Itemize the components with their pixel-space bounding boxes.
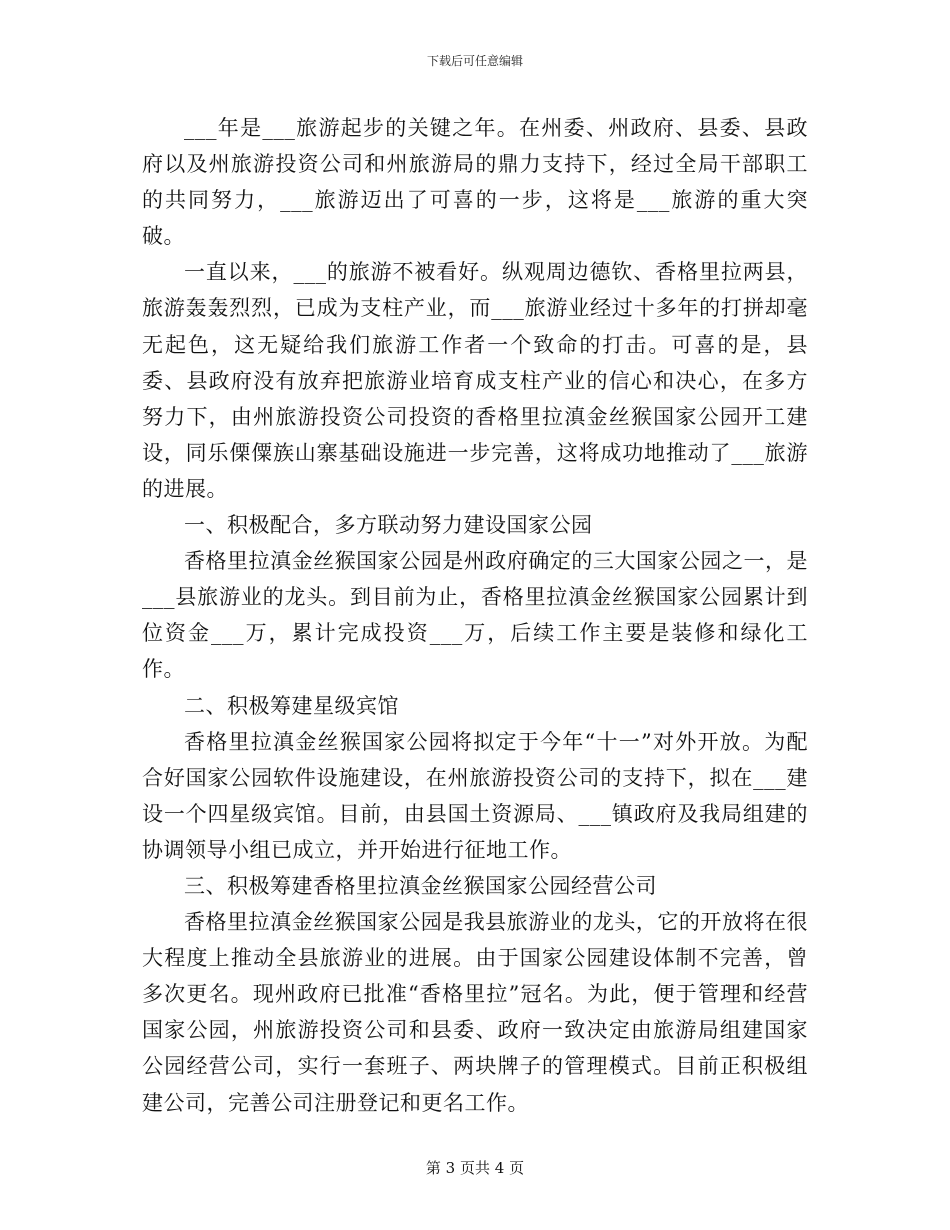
paragraph-background: 一直以来，___的旅游不被看好。纵观周边德钦、香格里拉两县，旅游轰轰烈烈，已成为支柱产业，而___旅游业经过十多年的打拼却毫无起色，这无疑给我们旅游工作者一个致命的打击。可喜的是，县委、县政府没有放弃把旅游业培育成支柱产业的信心和决心，在多方努力下，由州旅游投资公司投资的香格里拉滇金丝猴国家公园开工建设，同乐傈僳族山寨基础设施进一步完善，这将成功地推动了___旅游的进展。 (142, 260, 808, 501)
section-heading-2: 二、积极筹建星级宾馆 (184, 693, 399, 718)
page-footer: 第 3 页共 4 页 (425, 1159, 525, 1177)
paragraph-section-1: 香格里拉滇金丝猴国家公园是州政府确定的三大国家公园之一，是___县旅游业的龙头。到目前为止，香格里拉滇金丝猴国家公园累计到位资金___万，累计完成投资___万，后续工作主要是装修和绿化工作。 (142, 549, 808, 682)
document-body (142, 110, 808, 1121)
paragraph-section-3: 香格里拉滇金丝猴国家公园是我县旅游业的龙头，它的开放将在很大程度上推动全县旅游业的进展。由于国家公园建设体制不完善，曾多次更名。现州政府已批准“香格里拉”冠名。为此，便于管理和经营国家公园，州旅游投资公司和县委、政府一致决定由旅游局组建国家公园经营公司，实行一套班子、两块牌子的管理模式。目前正积极组建公司，完善公司注册登记和更名工作。 (142, 910, 808, 1115)
section-heading-3: 三、积极筹建香格里拉滇金丝猴国家公园经营公司 (184, 873, 657, 898)
section-heading-1: 一、积极配合，多方联动努力建设国家公园 (184, 513, 593, 538)
paragraph-section-2: 香格里拉滇金丝猴国家公园将拟定于今年“十一”对外开放。为配合好国家公园软件设施建设，在州旅游投资公司的支持下，拟在___建设一个四星级宾馆。目前，由县国土资源局、___镇政府及我局组建的协调领导小组已成立，并开始进行征地工作。 (142, 729, 808, 862)
page-header: 下载后可任意编辑 (426, 54, 523, 68)
paragraph-intro: ___年是___旅游起步的关键之年。在州委、州政府、县委、县政府以及州旅游投资公司和州旅游局的鼎力支持下，经过全局干部职工的共同努力，___旅游迈出了可喜的一步，这将是___旅游的重大突破。 (142, 116, 808, 249)
